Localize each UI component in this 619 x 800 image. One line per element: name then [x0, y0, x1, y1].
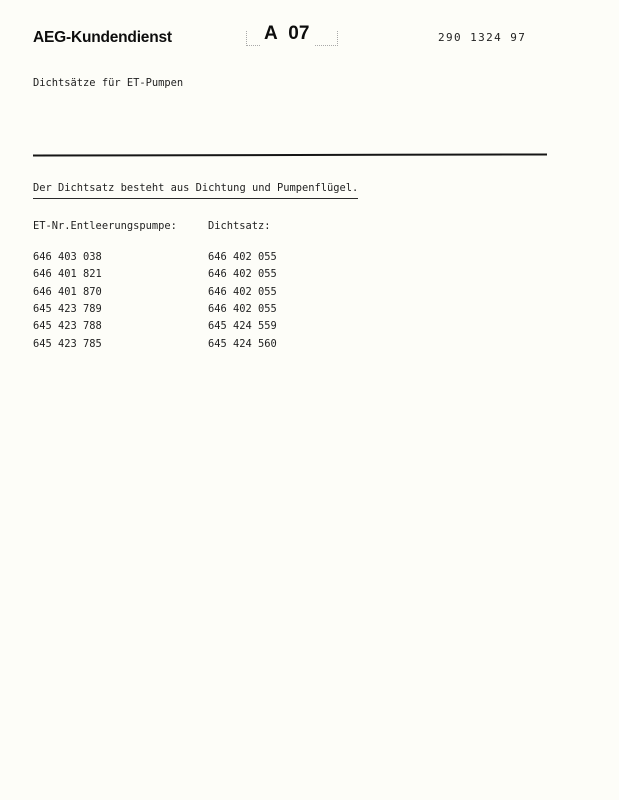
horizontal-rule: [33, 153, 547, 156]
pump-number-cell: 646 401 821: [33, 268, 102, 281]
document-number: 290 1324 97: [438, 31, 527, 44]
seal-kit-number-cell: 645 424 559: [208, 320, 277, 333]
brand-title: AEG-Kundendienst: [33, 29, 172, 46]
table-row: [33, 284, 277, 301]
table-row: [33, 318, 277, 335]
page-code: A 07: [264, 23, 310, 44]
note-sentence: Der Dichtsatz besteht aus Dichtung und Pumpenflügel.: [33, 181, 358, 199]
table-row: [33, 249, 277, 266]
pump-number-cell: 645 423 788: [33, 320, 102, 333]
column-header-pump: ET-Nr.Entleerungspumpe:: [33, 220, 177, 232]
parts-table-body: [33, 249, 277, 353]
field-corner-mark-right: [315, 31, 338, 46]
pump-number-cell: 646 403 038: [33, 251, 102, 263]
table-header-row: [33, 219, 271, 234]
pump-number-cell: 645 423 789: [33, 303, 102, 316]
seal-kit-number-cell: 646 402 055: [208, 303, 277, 316]
document-subtitle: Dichtsätze für ET-Pumpen: [33, 77, 184, 89]
field-corner-mark-left: [246, 31, 260, 46]
pump-number-cell: 645 423 785: [33, 337, 102, 350]
seal-kit-number-cell: 646 402 055: [208, 251, 277, 263]
seal-kit-number-cell: 646 402 055: [208, 285, 277, 298]
seal-kit-number-cell: 645 424 560: [208, 337, 277, 350]
table-row: [33, 266, 277, 283]
table-row: [33, 301, 277, 318]
seal-kit-number-cell: 646 402 055: [208, 268, 277, 281]
table-row: [33, 336, 277, 353]
pump-number-cell: 646 401 870: [33, 285, 102, 298]
column-header-seal-kit: Dichtsatz:: [208, 220, 271, 232]
